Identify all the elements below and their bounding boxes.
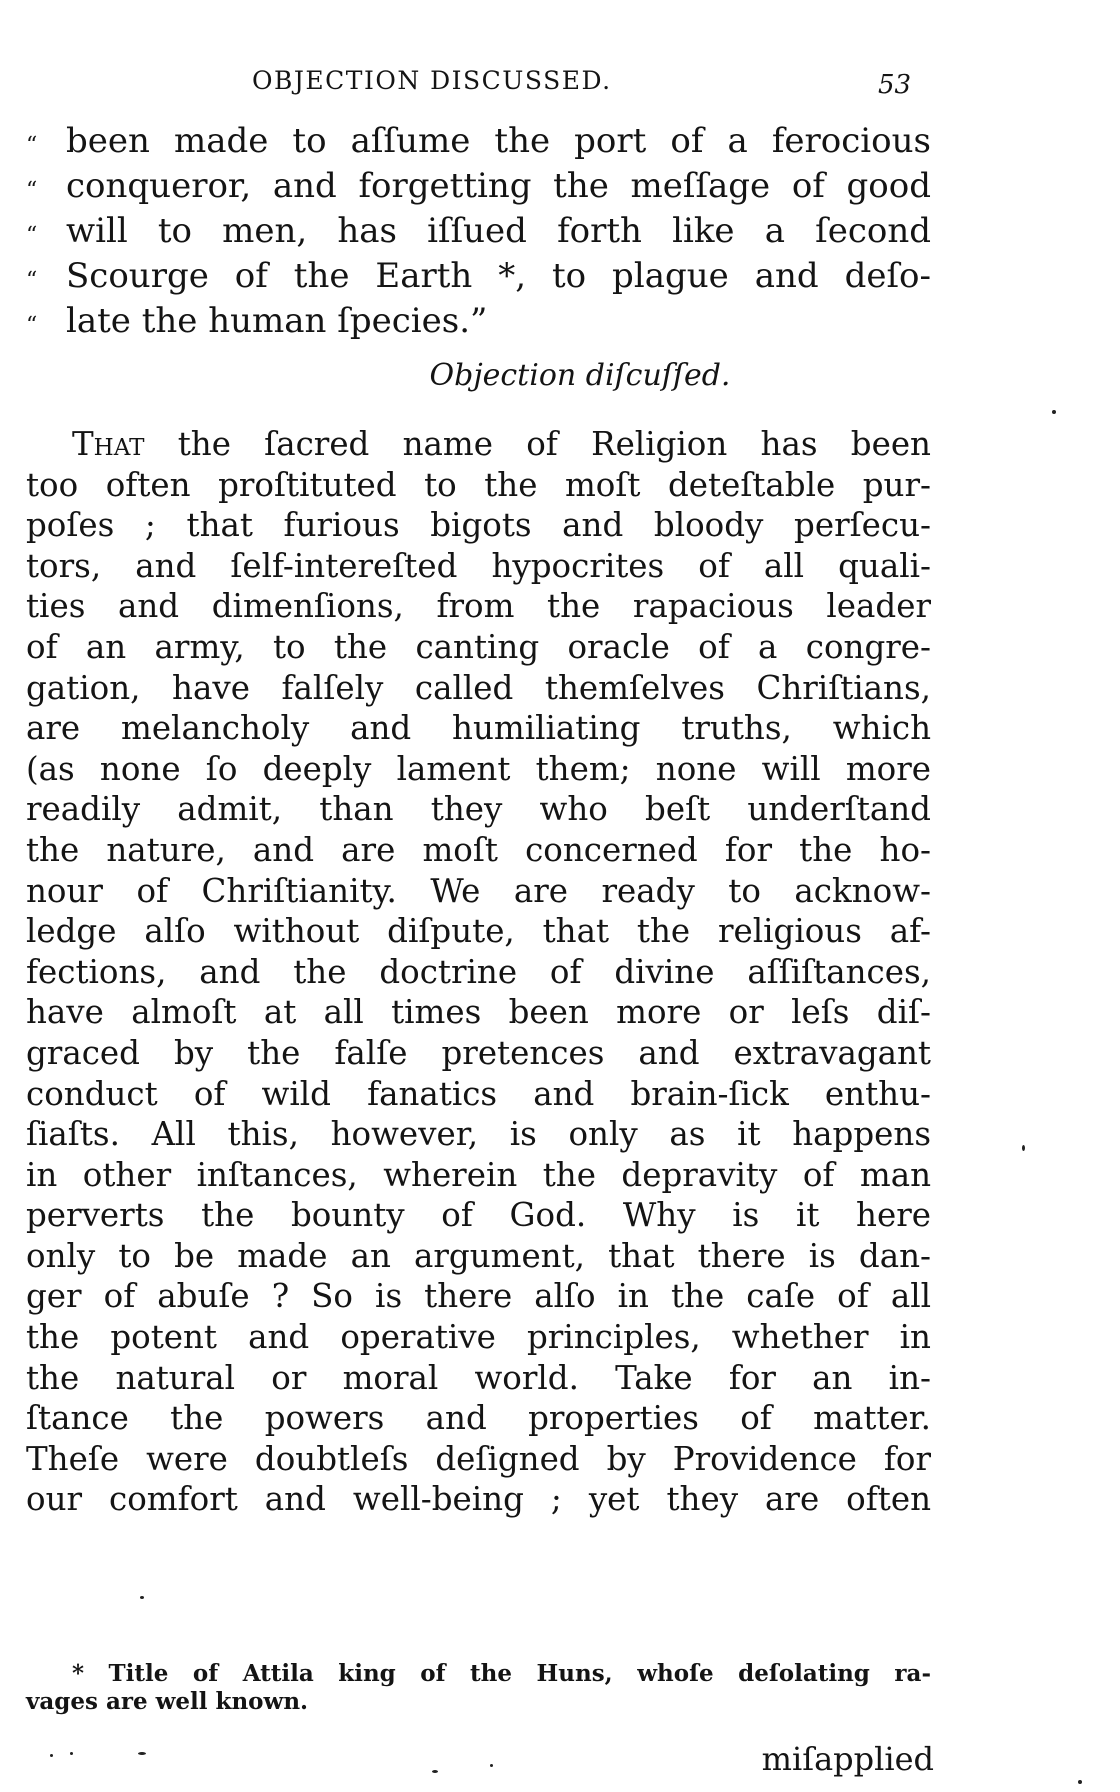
body-line: conduct of wild fanatics and brain-ſick enthu-	[26, 1074, 931, 1113]
quote-mark: “	[26, 133, 38, 158]
quote-mark: “	[26, 178, 38, 203]
quotation-block	[26, 121, 931, 346]
print-speck	[50, 1754, 53, 1757]
quote-line-text: will to men, has iſſued forth like a ſecond	[66, 211, 931, 251]
body-line: fections, and the doctrine of divine aſſiſtances,	[26, 952, 931, 991]
body-line: have almoſt at all times been more or leſs diſ-	[26, 993, 931, 1032]
body-line: the natural or moral world. Take for an in-	[26, 1358, 931, 1397]
body-line: ſiaſts. All this, however, is only as it happens	[26, 1115, 931, 1154]
body-line: only to be made an argument, that there is dan-	[26, 1236, 931, 1275]
footnote-line: vages are well known.	[26, 1688, 309, 1715]
quote-line	[26, 256, 931, 301]
print-speck	[1022, 1145, 1025, 1151]
body-line: graced by the falſe pretences and extravagant	[26, 1033, 931, 1072]
section-heading: Objection diſcuſſed.	[429, 358, 731, 393]
body-line: gation, have falſely called themſelves Chriſtians,	[26, 668, 931, 707]
quote-mark: “	[26, 313, 38, 338]
body-line: our comfort and well-being ; yet they are often	[26, 1480, 931, 1519]
running-head-title: OBJECTION DISCUSSED.	[252, 66, 612, 95]
body-line: (as none ſo deeply lament them; none will more	[26, 749, 931, 788]
body-line: Theſe were doubtleſs deſigned by Providence for	[26, 1439, 931, 1478]
body-line: of an army, to the canting oracle of a congre-	[26, 627, 931, 666]
body-line: ger of abuſe ? So is there alſo in the caſe of all	[26, 1277, 931, 1316]
print-speck	[70, 1752, 73, 1755]
footnote-line: * Title of Attila king of the Huns, whoſe deſolating ra-	[72, 1660, 931, 1687]
footnote	[26, 1660, 931, 1716]
print-speck	[1078, 1780, 1082, 1784]
print-speck	[140, 1596, 144, 1599]
body-line: poſes ; that furious bigots and bloody perſecu-	[26, 506, 931, 545]
body-line: the potent and operative principles, whether in	[26, 1318, 931, 1357]
body-paragraph	[26, 424, 931, 1520]
body-line: are melancholy and humiliating truths, which	[26, 709, 931, 748]
body-line	[26, 424, 931, 465]
quote-line-text: Scourge of the Earth *, to plague and deſo-	[66, 256, 931, 296]
body-line: ties and dimenſions, from the rapacious leader	[26, 587, 931, 626]
body-line: too often proſtituted to the moſt deteſtable pur-	[26, 465, 931, 504]
quote-line	[26, 166, 931, 211]
body-line: perverts the bounty of God. Why is it here	[26, 1196, 931, 1235]
body-line: in other inſtances, wherein the depravity of man	[26, 1155, 931, 1194]
body-line: ſtance the powers and properties of matter.	[26, 1399, 931, 1438]
quote-line-text: been made to aſſume the port of a ferocious	[66, 121, 931, 161]
quote-line-text: late the human ſpecies.”	[66, 301, 488, 341]
quote-line-text: conqueror, and forgetting the meſſage of good	[66, 166, 931, 206]
quote-line	[26, 211, 931, 256]
quote-line	[26, 121, 931, 166]
quote-line	[26, 301, 931, 346]
body-line: readily admit, than they who beſt underſtand	[26, 790, 931, 829]
print-speck	[1052, 410, 1056, 414]
body-line: ledge alſo without diſpute, that the religious af-	[26, 912, 931, 951]
quote-mark: “	[26, 223, 38, 248]
catchword: miſapplied	[761, 1740, 934, 1778]
body-line: nour of Chriſtianity. We are ready to acknow-	[26, 871, 931, 910]
body-line-text: the ſacred name of Religion has been	[144, 425, 931, 463]
quote-mark: “	[26, 268, 38, 293]
print-speck	[490, 1764, 493, 1767]
body-line: the nature, and are moſt concerned for the ho-	[26, 830, 931, 869]
print-speck	[432, 1770, 438, 1773]
page-number: 53	[878, 70, 912, 100]
drop-word: That	[72, 425, 145, 463]
body-line: tors, and ſelf-intereſted hypocrites of all quali-	[26, 546, 931, 585]
print-speck	[138, 1752, 146, 1755]
